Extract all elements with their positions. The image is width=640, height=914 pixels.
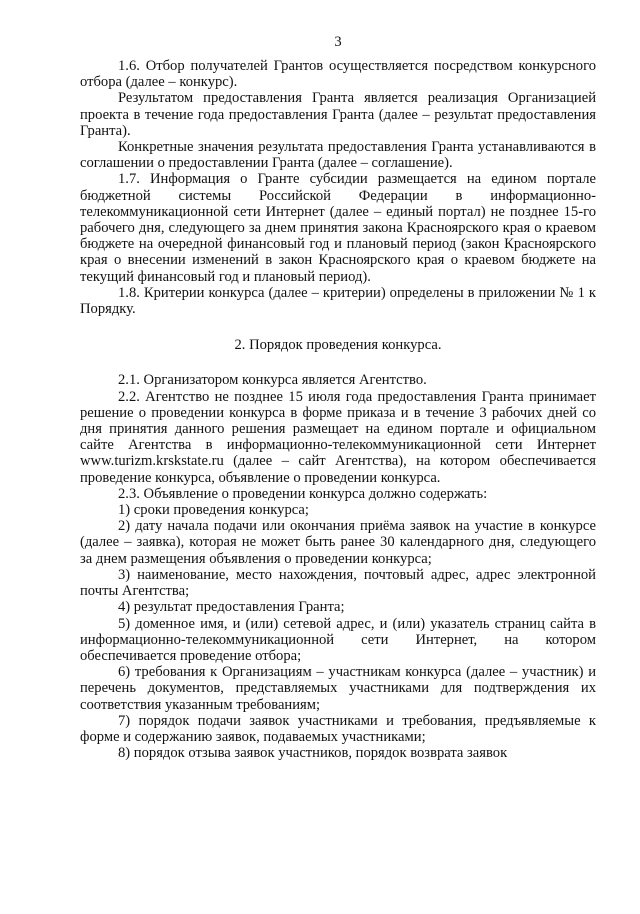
page-number: 3 bbox=[334, 34, 342, 50]
paragraph-1-8: 1.8. Критерии конкурса (далее – критерии) определены в приложении № 1 к Порядку. bbox=[80, 284, 596, 318]
section-heading: 2. Порядок проведения конкурса. bbox=[234, 337, 442, 354]
document-page bbox=[80, 34, 596, 761]
list-item-7: 7) порядок подачи заявок участниками и требования, предъявляемые к форме и содержанию заявок, подаваемых участниками; bbox=[80, 712, 596, 745]
paragraph-grant-result: Результатом предоставления Гранта является реализация Организацией проекта в течение года предоставления Гранта (далее – результат предоставления Гранта). bbox=[80, 90, 596, 139]
paragraph-2-2: 2.2. Агентство не позднее 15 июля года предоставления Гранта принимает решение о проведении конкурса в форме приказа и в течение 3 рабочих дней со дня принятия данного решения размещает на едином портале и официальном сайте Агентства в информационно-телекоммуникационной сети Интернет www.turizm.krskstate.ru (далее – сайт Агентства), на котором обеспечивается проведение конкурса, объявление о проведении конкурса. bbox=[80, 388, 596, 486]
paragraph-1-6: 1.6. Отбор получателей Грантов осуществляется посредством конкурсного отбора (далее – конкурс). bbox=[80, 58, 596, 91]
list-item-5: 5) доменное имя, и (или) сетевой адрес, и (или) указатель страниц сайта в информационно-телекоммуникационной сети Интернет, на котором обеспечивается проведение отбора; bbox=[80, 615, 596, 664]
list-item-4: 4) результат предоставления Гранта; bbox=[118, 599, 345, 616]
list-item-3: 3) наименование, место нахождения, почтовый адрес, адрес электронной почты Агентства; bbox=[80, 566, 596, 600]
list-item-1: 1) сроки проведения конкурса; bbox=[118, 502, 309, 519]
paragraph-2-3: 2.3. Объявление о проведении конкурса должно содержать: bbox=[118, 485, 488, 502]
paragraph-result-values: Конкретные значения результата предоставления Гранта устанавливаются в соглашении о предоставлении Гранта (далее – соглашение). bbox=[80, 139, 596, 172]
list-item-6: 6) требования к Организациям – участникам конкурса (далее – участник) и перечень документов, представляемых участниками для подтверждения их соответствия указанным требованиям; bbox=[80, 664, 596, 713]
list-item-2: 2) дату начала подачи или окончания приёма заявок на участие в конкурсе (далее – заявка), которая не может быть ранее 30 календарного дня, следующего за днем размещения объявления о проведении конкурса; bbox=[80, 518, 596, 567]
paragraph-1-7: 1.7. Информация о Гранте субсидии размещается на едином портале бюджетной системы Российской Федерации в информационно-телекоммуникационной сети Интернет (далее – единый портал) не позднее 15-го рабочего дня, следующего за днем принятия закона Красноярского края о краевом бюджете на очередной финансовый год и плановый период (закон Красноярского края о внесении изменений в закон Красноярского края о краевом бюджете на текущий финансовый год и плановый период). bbox=[80, 171, 596, 285]
paragraph-2-1: 2.1. Организатором конкурса является Агентство. bbox=[118, 372, 427, 389]
list-item-8: 8) порядок отзыва заявок участников, порядок возврата заявок bbox=[118, 745, 508, 762]
